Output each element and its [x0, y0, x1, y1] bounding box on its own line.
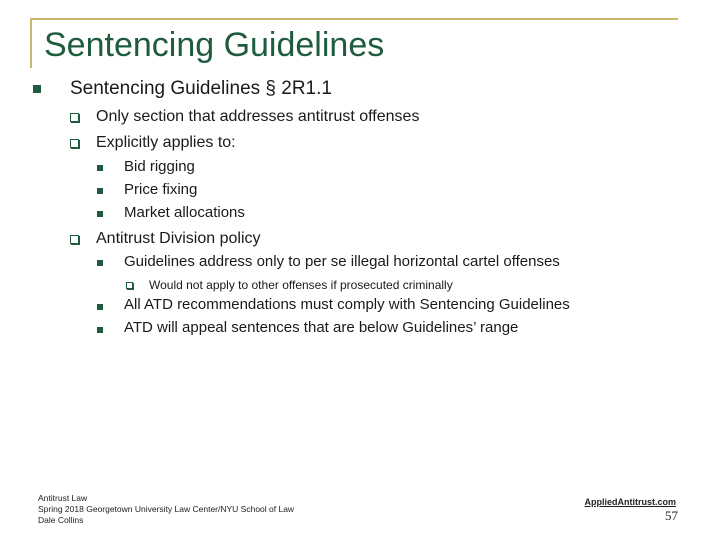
bullet-would-not-apply: Would not apply to other offenses if prosecuted criminally — [149, 278, 453, 292]
square-bullet-icon — [97, 260, 103, 266]
bullet-bid-rigging: Bid rigging — [124, 158, 195, 175]
hollow-square-bullet-icon — [70, 139, 79, 148]
bullet-atd-appeal: ATD will appeal sentences that are below Guidelines’ range — [124, 319, 519, 336]
square-bullet-icon — [97, 327, 103, 333]
bullet-only-section: Only section that addresses antitrust offenses — [96, 108, 420, 125]
page-number: 57 — [665, 508, 678, 523]
bullet-price-fixing: Price fixing — [124, 181, 198, 198]
bullet-per-se-offenses: Guidelines address only to per se illegal horizontal cartel offenses — [124, 253, 560, 270]
bullet-atd-recommendations: All ATD recommendations must comply with Sentencing Guidelines — [124, 296, 570, 313]
bullet-guidelines-section: Sentencing Guidelines § 2R1.1 — [70, 78, 332, 99]
bullet-explicitly-applies: Explicitly applies to: — [96, 134, 236, 151]
hollow-square-bullet-icon — [70, 235, 79, 244]
slide-title: Sentencing Guidelines — [44, 26, 385, 64]
footer-course-info — [38, 493, 294, 526]
hollow-square-bullet-icon — [126, 282, 133, 289]
square-bullet-icon — [97, 188, 103, 194]
square-bullet-icon — [33, 85, 41, 93]
footer-website-link[interactable]: AppliedAntitrust.com — [584, 497, 676, 507]
footer-term: Spring 2018 Georgetown University Law Center/NYU School of Law — [38, 504, 295, 514]
bullet-antitrust-division-policy: Antitrust Division policy — [96, 230, 261, 247]
square-bullet-icon — [97, 211, 103, 217]
footer-author: Dale Collins — [38, 515, 84, 525]
square-bullet-icon — [97, 165, 103, 171]
footer-course-name: Antitrust Law — [38, 493, 88, 503]
bullet-market-allocations: Market allocations — [124, 204, 245, 221]
hollow-square-bullet-icon — [70, 113, 79, 122]
square-bullet-icon — [97, 304, 103, 310]
